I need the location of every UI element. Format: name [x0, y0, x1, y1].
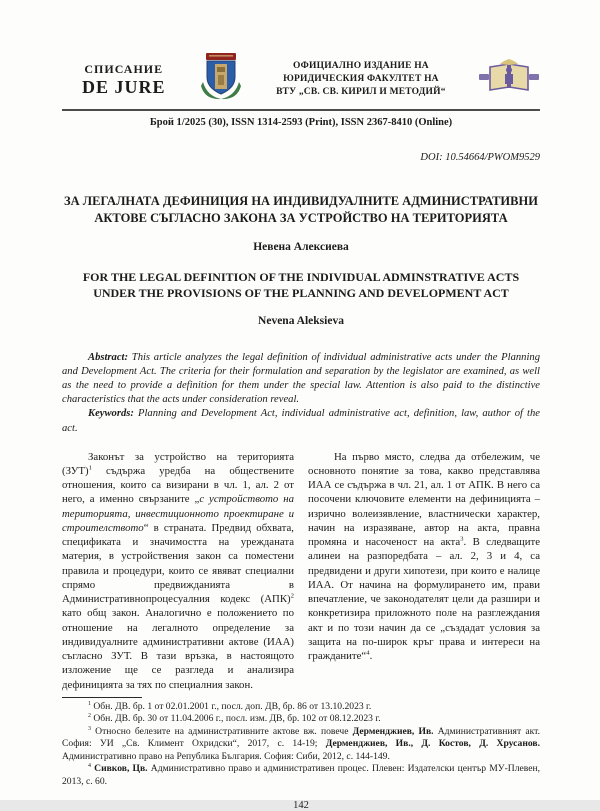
body-column-right [308, 450, 540, 692]
author-name-en: Nevena Aleksieva [258, 315, 344, 328]
doi: DOI: 10.54664/PWOM9529 [420, 152, 540, 163]
footnote-separator-rule [62, 697, 142, 698]
journal-name-line1: СПИСАНИЕ [84, 61, 164, 76]
footnotes [62, 701, 540, 788]
journal-name-line2: DE JURE [82, 76, 166, 97]
footnote-1: $^1$ Обн. ДВ. бр. 1 от 02.01.2001 г., посл. доп. ДВ, бр. 86 от 13.10.2023 г. [88, 700, 372, 712]
body-column-left [62, 450, 294, 692]
journal-name [62, 62, 166, 98]
body-paragraph-right: На първо място, следва да отбележим, че основното понятие за това, какво представлява ИАА се съдържа в чл. 21, ал. 1 от АПК. В него са посочени ключовите елементи на дефиницията – изрично волеизявление, властнически характер, начин на изразяване, автор на акта, правна промяна и насоченост на акта$^3$. В следващите алинеи на разпоредбата – ал. 2, 3 и 4, са предвидени и други хипотези, при които е налице ИАА. От начина на формулирането им, прави впечатление, че законодателят цели да разшири и конкретизира приложното поле на разглеждания акт и по този начин да се „създадат условия за защита на по-широк кръг права и интереси на гражданите“$^4$. [308, 450, 540, 663]
masthead [62, 52, 540, 111]
official-line-2: ЮРИДИЧЕСКИЯ ФАКУЛТЕТ НА [283, 73, 439, 84]
author-name-bg: Невена Алексиева [253, 240, 349, 253]
official-line-3: ВТУ „СВ. СВ. КИРИЛ И МЕТОДИЙ“ [276, 87, 446, 98]
official-line-1: ОФИЦИАЛНО ИЗДАНИЕ НА [292, 60, 429, 71]
body-paragraph-left: Законът за устройство на територията (ЗУТ)$^1$ съдържа уредба на обществените отношения, които са визирани в чл. 1, ал. 2 от него, а именно свързаните „с устройството на територията, инвестиционното проектиране и строителството“ в страната. Предвид обхвата, спецификата и значимостта на урежданата материя, в устройствения закон са поместени правила и процедури, които се явяват специални спрямо предвижданията в Административнопроцесуалния кодекс (АПК)$^2$ като общ закон. Аналогично е положението по отношение на легалното определение за индивидуалните административни актове (ИАА) съгласно ЗУТ. В тази връзка, в настоящото изложение ще се разгледа и анализира дефиницията за тях по специалния закон. [62, 450, 294, 691]
issue-issn-line: Брой 1/2025 (30), ISSN 1314-2593 (Print), ISSN 2367-8410 (Online) [149, 117, 453, 128]
footnote-2: $^2$ Обн. ДВ. бр. 30 от 11.04.2006 г., посл. изм. ДВ, бр. 102 от 08.12.2023 г. [88, 713, 381, 725]
official-edition-text [276, 60, 446, 100]
abstract-paragraph: Abstract: This article analyzes the legal definition of individual administrative acts under the Planning and Development Act. The criteria for their formulation and separation by the legislator are examined, as well as the need to provide a definition for them under the special law. Attention is also paid to the distinctive characteristics that the acts under consideration reveal. [62, 352, 541, 406]
university-coat-of-arms-icon [198, 52, 244, 107]
page-number: 142 [293, 800, 309, 811]
footnote-4: $^4$ Сивков, Цв. Административно право и административен процес. Плевен: Издателски център МУ-Плевен, 2013, с. 60. [62, 763, 541, 787]
body-columns [62, 450, 540, 692]
abstract-block [62, 351, 540, 435]
article-title-bg: ЗА ЛЕГАЛНАТА ДЕФИНИЦИЯ НА ИНДИВИДУАЛНИТЕ АДМИНИСТРАТИВНИ АКТОВЕ СЪГЛАСНО ЗАКОНА ЗА УСТРОЙСТВО НА ТЕРИТОРИЯТА [64, 194, 538, 225]
keywords-paragraph: Keywords: Planning and Development Act, individual administrative act, definition, law, author of the act. [62, 408, 540, 434]
law-faculty-emblem-icon [478, 56, 540, 103]
article-title-en: FOR THE LEGAL DEFINITION OF THE INDIVIDUAL ADMINSTRATIVE ACTS UNDER THE PROVISIONS OF THE PLANNING AND DEVELOPMENT ACT [82, 269, 520, 300]
footnote-3: $^3$ Относно белезите на административните актове вж. повече Дерменджиев, Ив. Административният акт. София: УИ „Св. Климент Охридски“, 2017, с. 14-19; Дерменджиев, Ив., Д. Костов, Д. Хрусанов. Административно право на Република България. София: Сиби, 2012, с. 144-149. [62, 725, 540, 762]
